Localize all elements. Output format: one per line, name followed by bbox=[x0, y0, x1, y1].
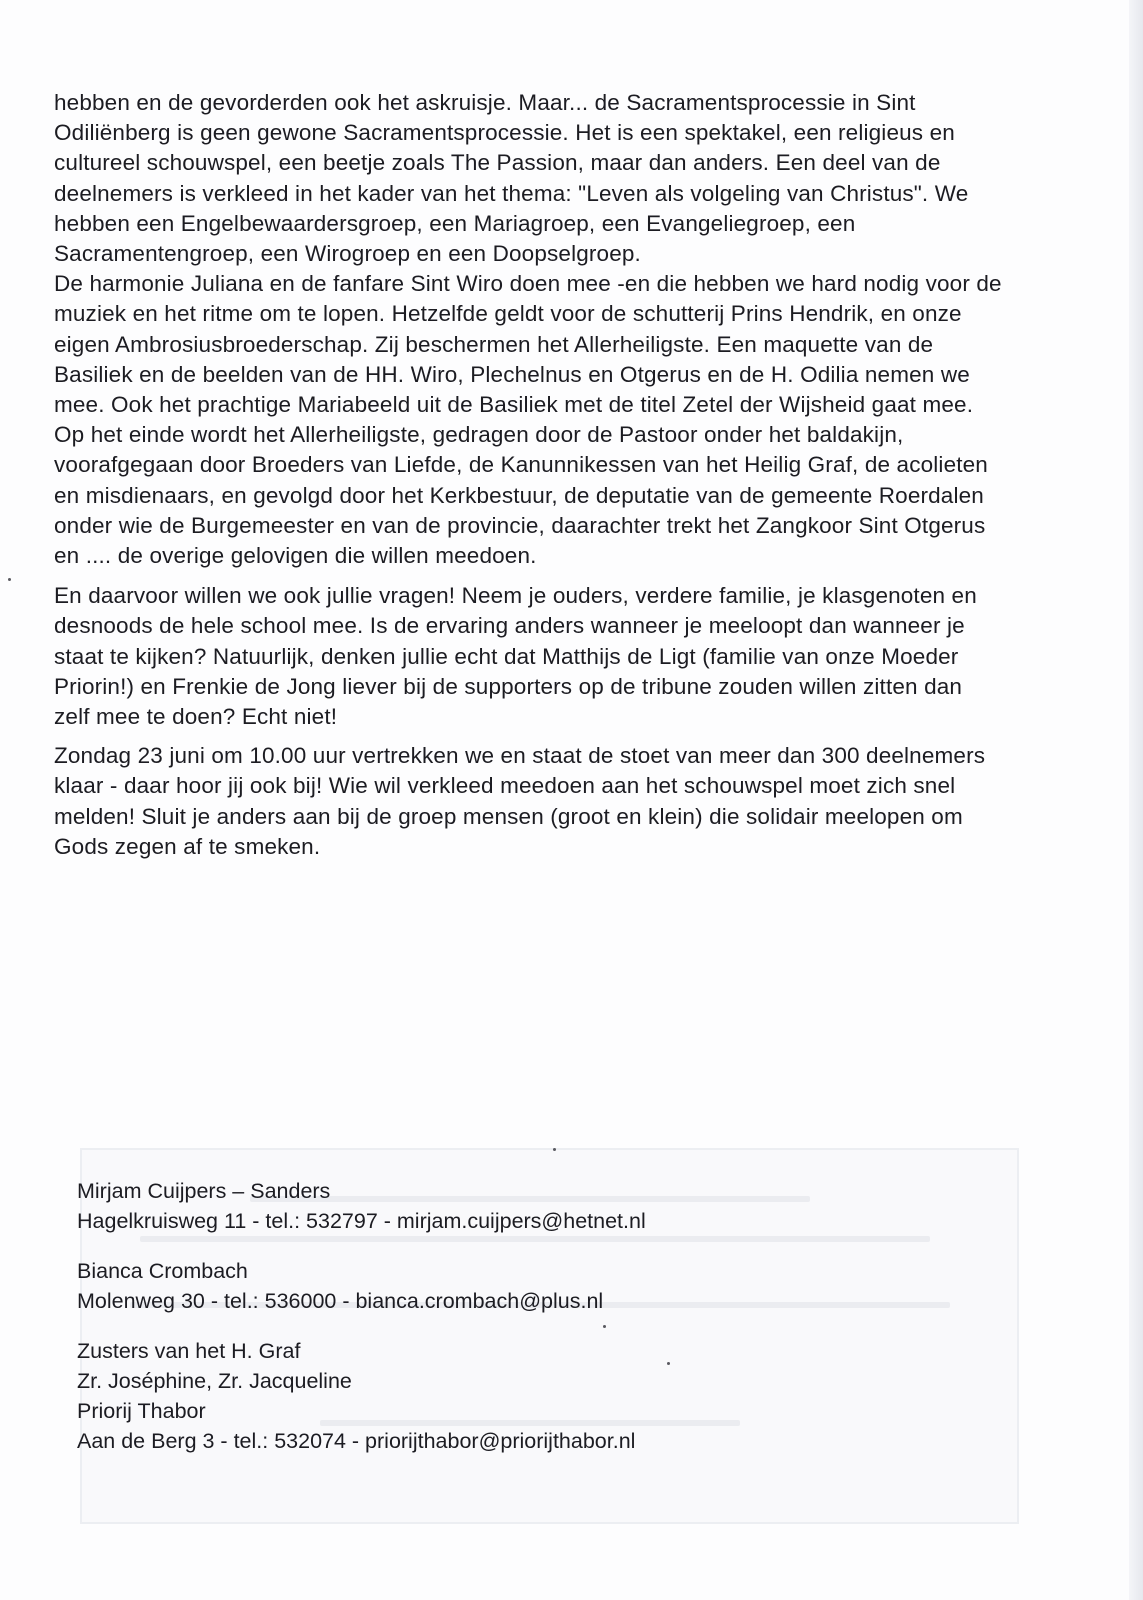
scan-speck bbox=[553, 1148, 556, 1151]
contact-name: Mirjam Cuijpers – Sanders bbox=[77, 1179, 331, 1203]
page-edge-shadow bbox=[1129, 0, 1143, 1600]
article-paragraph: Op het einde wordt het Allerheiligste, gedragen door de Pastoor onder het baldakijn, voorafgegaan door Broeders van Liefde, de Kanunnikessen van het Heilig Graf, de acolieten en misdienaars, en gevolgd door het Kerkbestuur, de deputatie van de gemeente Roerdalen onder wie de Burgemeester en van de provincie, daarachter trekt het Zangkoor Sint Otgerus en .... de overige gelovigen die willen meedoen. bbox=[54, 422, 988, 569]
article-paragraph: Zondag 23 juni om 10.00 uur vertrekken we en staat de stoet van meer dan 300 deelnemers klaar - daar hoor jij ook bij! Wie wil verkleed meedoen aan het schouwspel moet zich snel melden! Sluit je anders aan bij de groep mensen (groot en klein) die solidair meelopen om Gods zegen af te smeken. bbox=[54, 743, 986, 859]
contact-details: Aan de Berg 3 - tel.: 532074 - priorijthabor@priorijthabor.nl bbox=[77, 1429, 636, 1453]
scan-speck bbox=[8, 578, 11, 581]
contact-details: Hagelkruisweg 11 - tel.: 532797 - mirjam.cuijpers@hetnet.nl bbox=[77, 1209, 646, 1233]
contact-entry bbox=[77, 1336, 997, 1456]
article-paragraph: De harmonie Juliana en de fanfare Sint Wiro doen mee -en die hebben we hard nodig voor de muziek en het ritme om te lopen. Hetzelfde geldt voor de schutterij Prins Hendrik, en onze eigen Ambrosiusbroederschap. Zij beschermen het Allerheiligste. Een maquette van de Basiliek en de beelden van de HH. Wiro, Plechelnus en Otgerus en de H. Odilia nemen we mee. Ook het prachtige Mariabeeld uit de Basiliek met de titel Zetel der Wijsheid gaat mee. bbox=[54, 271, 1002, 418]
contact-name: Bianca Crombach bbox=[77, 1259, 248, 1283]
contact-details: Molenweg 30 - tel.: 536000 - bianca.crombach@plus.nl bbox=[77, 1289, 604, 1313]
contact-entry bbox=[77, 1176, 997, 1236]
contact-list bbox=[77, 1176, 997, 1476]
scan-speck bbox=[667, 1362, 670, 1365]
contact-organization: Priorij Thabor bbox=[77, 1399, 206, 1423]
contact-members: Zr. Joséphine, Zr. Jacqueline bbox=[77, 1369, 352, 1393]
scan-speck bbox=[603, 1325, 606, 1328]
article-paragraph: En daarvoor willen we ook jullie vragen! Neem je ouders, verdere familie, je klasgenoten en desnoods de hele school mee. Is de ervaring anders wanneer je meeloopt dan wanneer je staat te kijken? Natuurlijk, denken jullie echt dat Matthijs de Ligt (familie van onze Moeder Priorin!) en Frenkie de Jong liever bij de supporters op de tribune zouden willen zitten dan zelf mee te doen? Echt niet! bbox=[54, 583, 977, 730]
contact-entry bbox=[77, 1256, 997, 1316]
contact-name: Zusters van het H. Graf bbox=[77, 1339, 301, 1363]
article-body bbox=[54, 88, 1004, 862]
article-paragraph: hebben en de gevorderden ook het askruisje. Maar... de Sacramentsprocessie in Sint Odiliënberg is geen gewone Sacramentsprocessie. Het is een spektakel, een religieus en cultureel schouwspel, een beetje zoals The Passion, maar dan anders. Een deel van de deelnemers is verkleed in het kader van het thema: "Leven als volgeling van Christus". We hebben een Engelbewaardersgroep, een Mariagroep, een Evangeliegroep, een Sacramentengroep, een Wirogroep en een Doopselgroep. bbox=[54, 90, 969, 267]
